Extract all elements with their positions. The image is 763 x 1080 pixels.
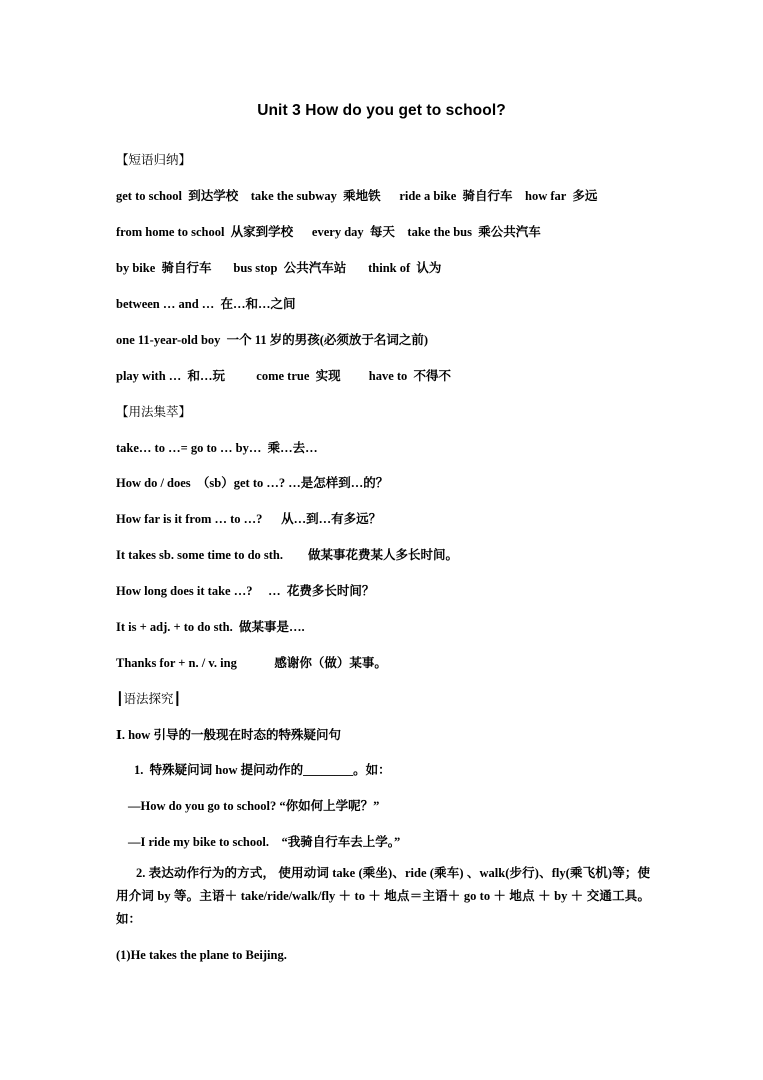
grammar-heading: Ⅰ. how 引导的一般现在时态的特殊疑问句 <box>116 728 341 742</box>
example-sentence: —I ride my bike to school. “我骑自行车去上学。” <box>128 835 401 849</box>
phrase-line: play with … 和…玩 come true 实现 have to 不得不 <box>116 369 452 383</box>
phrase-line: between … and … 在…和…之间 <box>116 297 296 311</box>
grammar-point-2-text: 2. 表达动作行为的方式， 使用动词 take (乘坐)、ride (乘车) 、walk(步行)、fly(乘飞机)等；使用介词 by 等。主语＋ take/ride/walk/fly ＋ to ＋ 地点＝主语＋ go to ＋ 地点 ＋ by ＋ 交通工具。 如： <box>116 866 650 926</box>
usage-line: How far is it from … to …? 从…到…有多远？ <box>116 512 382 526</box>
usage-line: How do / does （sb）get to …? …是怎样到…的？ <box>116 476 389 490</box>
phrase-line: get to school 到达学校 take the subway 乘地铁 ride a bike 骑自行车 how far 多远 <box>116 189 598 203</box>
section-heading-grammar: ┃语法探究┃ <box>116 692 182 706</box>
phrase-line: one 11-year-old boy 一个 11 岁的男孩(必须放于名词之前) <box>116 333 429 347</box>
section-heading-usage: 【用法集萃】 <box>116 405 192 419</box>
example-sentence: —How do you go to school? “你如何上学呢？” <box>128 799 380 813</box>
grammar-point-1: 1. 特殊疑问词 how 提问动作的________。如： <box>134 763 391 777</box>
grammar-point-2 <box>116 862 650 931</box>
usage-line: Thanks for + n. / v. ing 感谢你（做）某事。 <box>116 656 387 670</box>
example-sentence: (1)He takes the plane to Beijing. <box>116 948 287 962</box>
usage-line: It is + adj. + to do sth. 做某事是…. <box>116 620 305 634</box>
usage-line: take… to …= go to … by… 乘…去… <box>116 441 318 455</box>
section-heading-phrases: 【短语归纳】 <box>116 153 192 167</box>
phrase-line: from home to school 从家到学校 every day 每天 take the bus 乘公共汽车 <box>116 225 541 239</box>
usage-line: It takes sb. some time to do sth. 做某事花费某人多长时间。 <box>116 548 459 562</box>
page-title: Unit 3 How do you get to school? <box>257 102 506 119</box>
usage-line: How long does it take …? … 花费多长时间？ <box>116 584 375 598</box>
phrase-line: by bike 骑自行车 bus stop 公共汽车站 think of 认为 <box>116 261 442 275</box>
